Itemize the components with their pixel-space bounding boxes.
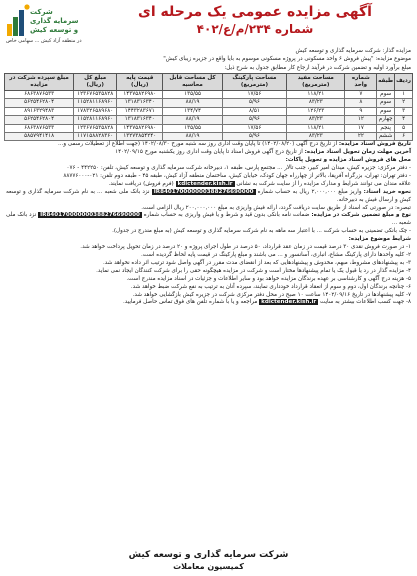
table-cell: ۵/۹۶ [222,116,286,124]
table-cell: ۸۳/۲۳ [287,99,345,107]
condition-line [6,165,411,173]
intro-line [6,55,411,63]
line-text: - چک بانکی تضمینی به حساب شرکت ... با اعتبار سه ماهه به نام شرکت سرمایه گذاری و توسعه کیش (به مبلغ مندرج در جدول). [112,228,411,235]
highlight-link[interactable]: IR840170000000388276690000 [40,212,140,219]
table-header-cell: شماره واحد [345,73,377,90]
intro-line [6,64,411,72]
table-cell: ۸۸/۱۹ [163,132,223,140]
table-cell: سوم [377,90,395,98]
line-text: ۴- مزایده گذار در رد یا قبول یک یا تمام پیشنهادها مختار است و شرکت در مزایده هیچگونه حقی را برای شرکت کنندگان ایجاد نمی نماید. [96,267,411,274]
line-label: تاریخ فروش اسناد مزایده: [338,141,411,148]
intro-line [6,47,411,55]
units-table-body [5,90,413,140]
condition-line [6,244,411,252]
table-cell: ۱۷/۵۶ [222,90,286,98]
table-cell: ۱۷/۵۶ [222,124,286,132]
line-label: محل های فروش اسناد مزایده و تحویل پاکات: [285,157,411,164]
line-text: ۳- به پیشنهادهای مشروط، مبهم، مخدوش و پیشنهادهایی که بعد از انقضای مدت مقرر در آگهی واصل شود ترتیب اثر داده نخواهد شد. [102,259,411,266]
table-cell: ۵/۹۶ [222,99,286,107]
table-cell: ۱ [395,90,413,98]
footer-company: شرکت سرمایه گذاری و توسعه کیش [128,550,289,560]
table-cell: ۱۴۳۷۵۸۲۶۹۸۰ [117,124,163,132]
table-cell: ۱۳۵/۵۵ [163,124,223,132]
table-cell: ۱۱۵۲۸۱۱۶۸۹۶۰ [74,116,117,124]
line-tail: (فرم فروش) دریافت نمایند. [108,180,176,187]
table-cell: ۱۱۵۲۸۱۱۶۸۹۶۰ [74,99,117,107]
condition-line [6,268,411,276]
line-text: ۵- هزینه درج آگهی و کارشناسی بر عهده برندگان مزایده خواهد بود و سایر اطلاعات و جزئیات در اسناد مزایده مندرج است. [126,275,411,282]
table-row [5,99,413,107]
line-text: ۲- کلیه واحدها دارای پارکینگ مشاع، انباری، آسانسور و ... می باشند و مبلغ پارکینگ در قیمت پایه لحاظ گردیده است. [140,252,411,259]
condition-line [6,252,411,260]
highlight-link[interactable]: kdictender.kish.ir [177,180,233,187]
condition-line [6,157,411,165]
table-header-cell: طبقه [377,73,395,90]
notice-title: آگهی مزایده عمومی یک مرحله ای [138,4,372,20]
logo-text: شرکت سرمایه گذاری و توسعه کیش [30,8,79,34]
condition-line [6,260,411,268]
table-row [5,124,413,132]
condition-line [6,149,411,157]
table-cell: ۷ [345,90,377,98]
table-cell: ۱۲۶/۲۳ [287,107,345,115]
logo-subtext: در منطقه آزاد کیش ... سهامی خاص [6,38,82,44]
notice-number: شماره ۲۳۴/م/ع/۴۰۲ [196,22,314,36]
line-text: "پیش فروش ۶ واحد مسکونی در پروژه مسکونی موسوم به بایا واقع در جزیره زیبای کیش" [163,56,376,63]
line-text: شرکت سرمایه گذاری و توسعه کیش [295,48,383,54]
table-cell: ۹ [345,107,377,115]
table-cell: سوم [377,107,395,115]
line-text: مبلغ برآورد اولیه و تضمین شرکت در فرآیند ارجاع کار مطابق جدول به شرح ذیل: [224,64,411,71]
condition-line [6,228,411,236]
line-text: علاقه مندان می توانند شرایط و مدارک مزایده را از سایت شرکت به نشانی [236,180,411,187]
line-text: ۱- در صورت فروش نقدی ۳۰ درصد قیمت در زمان عقد قرارداد، ۵۰ درصد در طول اجرای پروژه و ۲۰ درصد در زمان تحویل پرداخت خواهد شد. [80,244,411,251]
table-cell: ۱۳۴/۷۴ [163,107,223,115]
table-cell: ۱۳۵/۵۵ [163,90,223,98]
line-label: مزایده گذار: [382,48,411,54]
table-cell: ۱۳۱۸۳۱۶۳۴۰ [117,99,163,107]
table-cell: ۱۱۸/۲۱ [287,124,345,132]
line-text: ۷- کلیه پیشنهادها در تاریخ ۱۴۰۲/۰۹/۱۶ ساعت ۱۰ صبح در محل دفتر مرکزی شرکت در جزیره کیش بازگشایی خواهد شد. [132,291,411,298]
condition-line [6,173,411,181]
table-row [5,107,413,115]
line-label: شرایط موضوع مزایده: [348,236,411,243]
table-cell: ۳ [395,107,413,115]
line-text: از تاریخ درج آگهی فروش اسناد تا پایان وقت اداری روز یکشنبه مورخ ۱۴۰۲/۰۹/۱۵ [115,149,305,156]
line-tail: مراجعه و یا با شماره تلفن های فوق تماس حاصل فرمایید. [122,299,260,306]
table-cell: ۴ [395,116,413,124]
intro-block [4,47,413,72]
highlight-link[interactable]: kdictender.kish.ir [261,299,317,306]
table-cell: ۱۱۷۱۵۸۸۲۸۳۶۰ [74,132,117,140]
table-cell: ۸۸/۱۹ [163,99,223,107]
table-cell: ششم [377,132,395,140]
table-cell: ۵۸۵۷۹۴۱۴۱۸ [5,132,74,140]
condition-line [6,212,411,228]
line-label: نوع و مبلغ تضمین شرکت در مزایده: [311,212,412,219]
condition-line [6,181,411,189]
table-cell: ۵۶۲۵۴۶۲۸۰۴ [5,99,74,107]
line-text: واریز مبلغ ۲,۰۰۰,۰۰۰ ریال به حساب شماره [257,188,364,195]
line-text: ۶- چنانچه برندگان اول، دوم و سوم از انعقاد قرارداد خودداری نمایند، سپرده آنان به ترتیب به نفع شرکت ضبط خواهد شد. [130,283,411,290]
table-cell: ۱۴۴۳۲۸۳۶۷۱ [117,107,163,115]
condition-line [6,284,411,292]
footer-committee: کمیسیون معاملات [173,562,244,571]
table-cell: ۵ [395,124,413,132]
table-cell: ۸۸/۱۹ [163,116,223,124]
line-text: ۸- جهت کسب اطلاعات بیشتر به سایت [319,299,411,306]
conditions-block [4,141,413,307]
table-cell: ۶ [395,132,413,140]
table-cell: ۸/۵۱ [222,107,286,115]
line-text: از تاریخ درج آگهی (۱۴۰۲/۰۸/۲۰) تا پایان وقت اداری روز سه شنبه مورخ ۱۴۰۲/۰۸/۳۰ (جهت اطلاع از تعطیلات رسمی و... [58,141,339,148]
line-text: تبصره: در صورتی که اسناد از طریق سایت دریافت گردد، ارائه فیش واریزی به مبلغ ۲۰۰,۰۰۰,۰۰۰ ریال الزامی است. [141,204,411,211]
line-label: نحوه خرید اسناد: [363,188,412,195]
table-cell: ۱۲۳۶۷۶۵۳۵۸۲۸ [74,124,117,132]
units-table [4,73,413,141]
table-cell: پنجم [377,124,395,132]
line-text: ضمانت نامه بانکی بدون قید و شرط و یا فیش واریزی به حساب شماره [143,212,312,219]
table-cell: ۱۳۱۸۳۱۶۳۴۰ [117,116,163,124]
line-label: موضوع مزایده: [375,56,411,63]
table-header-cell: مساحت پارکینگ (مترمربع) [222,73,286,90]
table-cell: ۱۷ [345,124,377,132]
table-cell: ۸۳/۲۳ [287,132,345,140]
table-cell: ۱۲۳۶۷۶۵۳۵۸۲۸ [74,90,117,98]
table-cell: ۸ [345,99,377,107]
condition-line [6,189,411,205]
table-cell: ۱۳۲۷۳۸۵۴۲۴۰ [117,132,163,140]
table-header-cell: ردیف [395,73,413,90]
table-cell: ۸۹۱۶۳۲۹۴۸۳ [5,107,74,115]
condition-line [6,236,411,244]
line-tail: نزد بانک ملی شعبه ... [6,212,411,227]
table-cell: ۸۳/۲۳ [287,116,345,124]
highlight-link[interactable]: IR840170000000388276690000 [153,188,254,195]
table-cell: ۵/۹۶ [222,132,286,140]
table-cell: ۱۱۸/۲۱ [287,90,345,98]
notice-header [4,3,413,47]
units-table-header-row [5,73,413,90]
condition-line [6,276,411,284]
company-logo [6,4,82,44]
table-cell: ۱۲ [345,116,377,124]
table-cell: ۱۴۳۷۵۸۲۶۹۸۰ [117,90,163,98]
line-text: - دفتر مرکزی: جزیره کیش، میدان امیر کبیر، جنب تالار ... مجتمع پارس، طبقه ۱، دبیرخانه شرکت سرمایه گذاری و توسعه کیش، تلفن: ۴۴۲۲۵۰ - ۰۷۶ [66,165,411,172]
condition-line [6,299,411,307]
table-cell: چهارم [377,116,395,124]
table-row [5,116,413,124]
table-cell: ۲ [395,99,413,107]
table-header-cell: قیمت پایه (ریال) [117,73,163,90]
notice-title-block [105,4,405,37]
line-label: آخرین مهلت زمان تحویل اسناد مزایده: [304,149,411,156]
table-cell: ۶۸۶۳۸۷۶۵۳۳ [5,124,74,132]
logo-bars-icon [6,4,30,36]
table-header-cell: مساحت مفید (مترمربع) [287,73,345,90]
line-tail: نزد بانک ملی شعبه ... به نام شرکت سرمایه گذاری و توسعه کیش و ارسال فیش به دبیرخانه. [6,188,411,203]
table-cell: ۱۷۸۳۲۶۵۸۹۶۸۰ [74,107,117,115]
line-text: - دفتر تهران: تهران، بزرگراه آفریقا، بالاتر از چهارراه جهان کودک، خیابان کیش، ساختمان منطقه آزاد کیش، طبقه ۴۵ - طبقه دوم تلفن: ۰۲۱-۸۸۷۷۶۰۰۰ [63,172,411,179]
table-header-cell: مبلغ سپرده شرکت در مزایده [5,73,74,90]
table-cell: سوم [377,99,395,107]
table-header-cell: کل مساحت قابل محاسبه [163,73,223,90]
table-cell: ۵۶۲۵۴۶۲۸۰۴ [5,116,74,124]
signature-footer [0,549,417,572]
table-cell: ۶۸۶۳۸۷۶۵۳۳ [5,90,74,98]
table-header-cell: مبلغ کل (ریال) [74,73,117,90]
table-cell: ۲۲ [345,132,377,140]
table-row [5,90,413,98]
table-row [5,132,413,140]
